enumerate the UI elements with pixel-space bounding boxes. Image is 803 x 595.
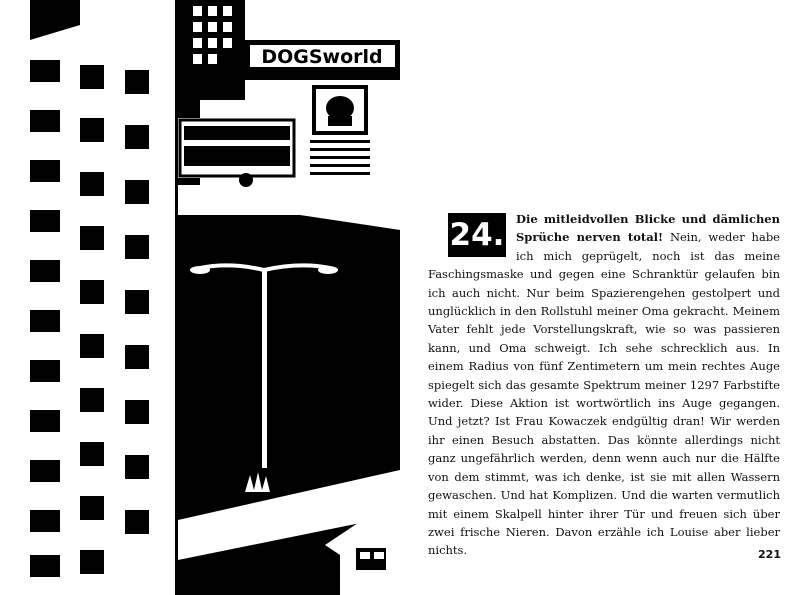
chapter-lead: Die mitleidvollen Blicke und dämlichen Sprüche nerven total!: [516, 212, 780, 245]
chapter-number: 24.: [448, 213, 506, 257]
shop-sign: DOGSworld: [261, 46, 383, 68]
page-number: 221: [758, 548, 781, 561]
chapter-number-spacer: [428, 210, 516, 260]
chapter-body: [428, 210, 780, 560]
chapter-text: Nein, weder habe ich mich geprügelt, noch ist das meine Faschingsmaske und gegen eine Schranktür gelaufen bin ich auch nicht. Nur beim Spazierengehen gestolpert und unglücklich in den Rollstuhl meiner Oma gekracht. Meinem Vater fehlt jede Vorstellungskraft, wie so was passieren kann, und Oma schweigt. Ich sehe schrecklich aus. In einem Radius von fünf Zentimetern um mein rechtes Auge spiegelt sich das gesamte Spektrum meiner 1297 Farbstifte wider. Diese Aktion ist wortwörtlich ins Auge gegangen. Und jetzt? Ist Frau Kowaczek endgültig dran! Wir werden ihr einen Besuch abstatten. Das könnte allerdings nicht ganz ungefährlich werden, denn wenn auch nur die Hälfte von dem stimmt, was ich denke, ist sie mit allen Wassern gewaschen. Und hat Komplizen. Und die warten vermutlich mit einem Skalpell hinter ihrer Tür und freuen sich über zwei frische Nieren. Davon erzähle ich Louise aber lieber nichts.: [428, 230, 780, 558]
